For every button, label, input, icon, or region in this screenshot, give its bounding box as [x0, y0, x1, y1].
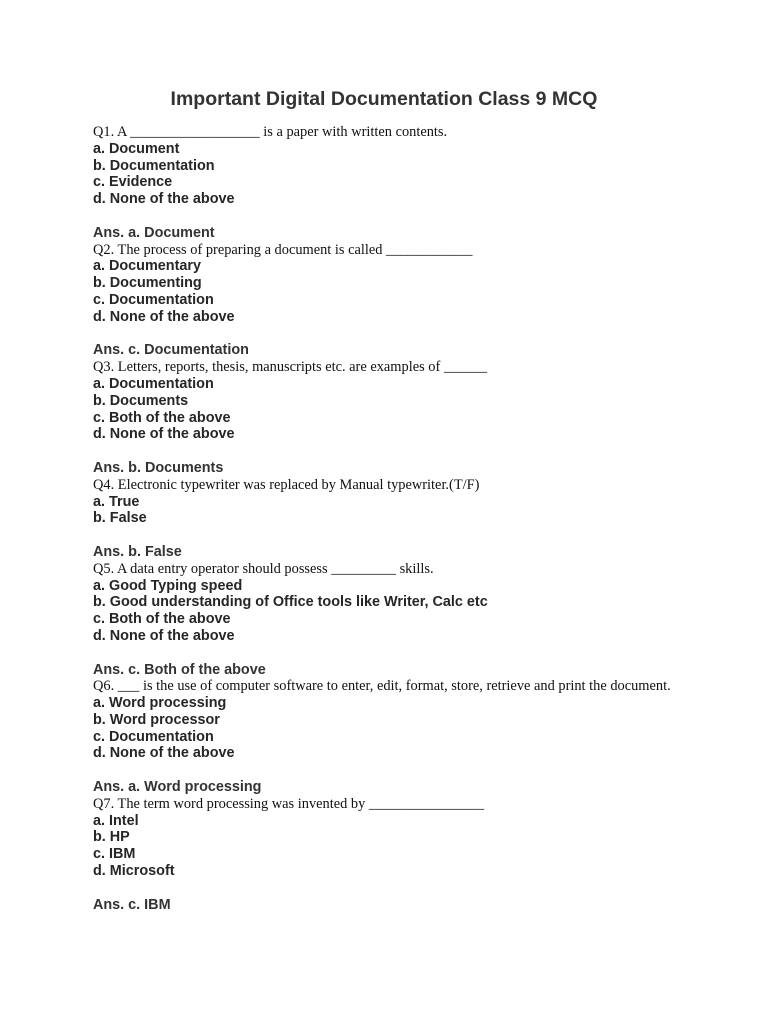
option-d: d. None of the above [93, 745, 235, 762]
option-b: b. Word processor [93, 711, 220, 728]
option-c: c. Evidence [93, 174, 173, 191]
question-text: Q2. The process of preparing a document is called ____________ [93, 241, 473, 258]
question-block-3 [93, 359, 693, 477]
option-a: a. Documentation [93, 375, 214, 392]
question-text: Q1. A __________________ is a paper with written contents. [93, 124, 448, 140]
option-d: d. None of the above [93, 308, 235, 325]
answer-text: Ans. b. Documents [93, 459, 224, 476]
answer-text: Ans. c. Both of the above [93, 661, 266, 678]
question-text: Q5. A data entry operator should possess _________ skills. [93, 560, 434, 577]
mcq-list [93, 124, 693, 913]
question-block-6 [93, 678, 693, 796]
option-d: d. None of the above [93, 627, 235, 644]
option-b: b. Good understanding of Office tools like Writer, Calc etc [93, 594, 488, 611]
option-a: a. True [93, 493, 140, 510]
option-b: b. False [93, 510, 147, 527]
option-c: c. IBM [93, 846, 136, 863]
question-block-1 [93, 124, 693, 242]
option-d: d. None of the above [93, 426, 235, 443]
option-d: d. Microsoft [93, 863, 175, 880]
question-block-4 [93, 477, 693, 561]
option-b: b. Documenting [93, 275, 202, 292]
option-c: c. Documentation [93, 291, 214, 308]
option-b: b. Documentation [93, 157, 215, 174]
option-a: a. Documentary [93, 258, 201, 275]
option-c: c. Both of the above [93, 611, 231, 628]
question-text: Q6. ___ is the use of computer software to enter, edit, format, store, retrieve and print the document. [93, 678, 671, 695]
question-text: Q3. Letters, reports, thesis, manuscripts etc. are examples of ______ [93, 359, 488, 376]
question-text: Q4. Electronic typewriter was replaced by Manual typewriter.(T/F) [93, 476, 480, 493]
answer-text: Ans. a. Word processing [93, 779, 262, 796]
option-a: a. Word processing [93, 695, 227, 712]
option-c: c. Both of the above [93, 409, 231, 426]
option-c: c. Documentation [93, 728, 214, 745]
question-block-2 [93, 242, 693, 360]
option-a: a. Document [93, 140, 180, 157]
option-b: b. Documents [93, 392, 189, 409]
page-title: Important Digital Documentation Class 9 MCQ [170, 88, 598, 110]
question-block-7 [93, 796, 693, 914]
option-a: a. Intel [93, 812, 139, 829]
answer-text: Ans. c. Documentation [93, 342, 249, 359]
answer-text: Ans. a. Document [93, 224, 215, 241]
answer-text: Ans. b. False [93, 543, 182, 560]
answer-text: Ans. c. IBM [93, 896, 171, 913]
question-block-5 [93, 561, 693, 679]
option-a: a. Good Typing speed [93, 577, 243, 594]
option-d: d. None of the above [93, 191, 235, 208]
option-b: b. HP [93, 829, 130, 846]
question-text: Q7. The term word processing was invented by ________________ [93, 795, 485, 812]
